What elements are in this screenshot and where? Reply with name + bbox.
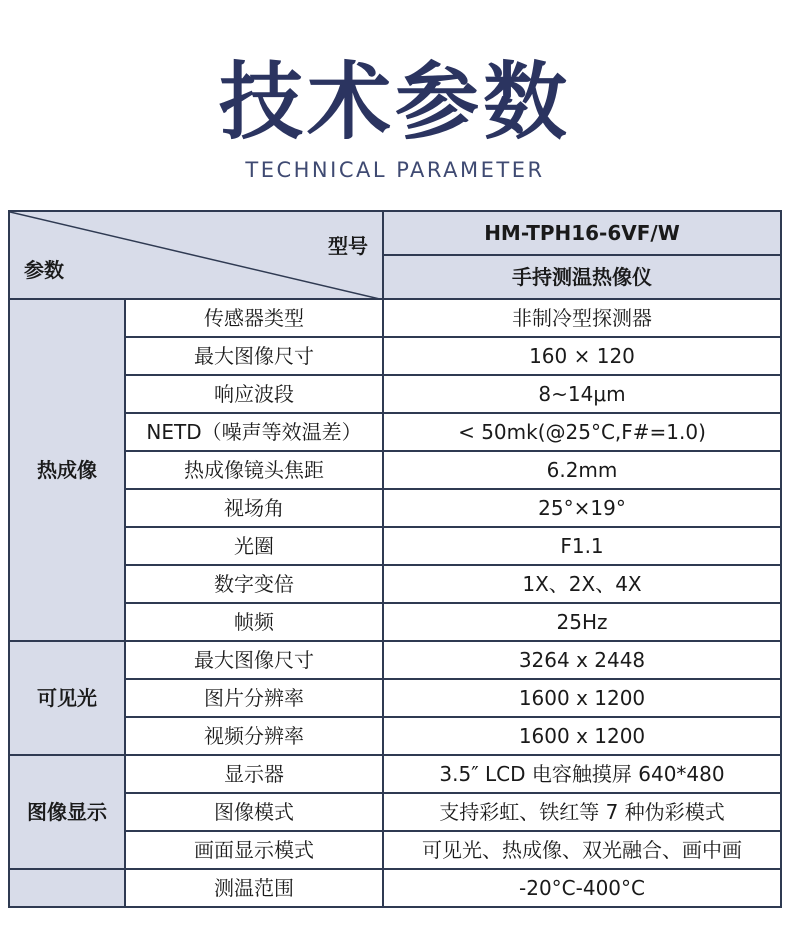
param-cell: 画面显示模式 [125,831,383,869]
table-row [9,717,781,755]
value-cell: 1600 x 1200 [383,679,781,717]
table-row [9,755,781,793]
value-cell: 1X、2X、4X [383,565,781,603]
param-heading: 参数 [24,258,64,282]
model-heading: 型号 [328,234,368,258]
value-cell: -20°C-400°C [383,869,781,907]
param-cell: 光圈 [125,527,383,565]
table-row [9,375,781,413]
table-row [9,451,781,489]
value-cell: < 50mk(@25°C,F#=1.0) [383,413,781,451]
param-cell: 最大图像尺寸 [125,337,383,375]
table-header-row [9,211,781,255]
param-cell: 数字变倍 [125,565,383,603]
category-cell [9,869,125,907]
table-row [9,793,781,831]
value-cell: 可见光、热成像、双光融合、画中画 [383,831,781,869]
value-cell: 支持彩虹、铁红等 7 种伪彩模式 [383,793,781,831]
value-cell: 3264 x 2448 [383,641,781,679]
param-cell: 视频分辨率 [125,717,383,755]
product-name-cell: 手持测温热像仪 [383,255,781,299]
param-cell: 热成像镜头焦距 [125,451,383,489]
value-cell: 1600 x 1200 [383,717,781,755]
value-cell: 6.2mm [383,451,781,489]
param-cell: 图片分辨率 [125,679,383,717]
table-row [9,299,781,337]
table-row [9,831,781,869]
param-cell: 响应波段 [125,375,383,413]
param-cell: 帧频 [125,603,383,641]
table-row [9,679,781,717]
value-cell: 3.5″ LCD 电容触摸屏 640*480 [383,755,781,793]
param-cell: 传感器类型 [125,299,383,337]
table-row [9,869,781,907]
corner-cell [9,211,383,299]
value-cell: 25°×19° [383,489,781,527]
table-row [9,489,781,527]
value-cell: 25Hz [383,603,781,641]
table-row [9,527,781,565]
table-row [9,565,781,603]
category-cell: 可见光 [9,641,125,755]
model-cell: HM-TPH16-6VF/W [383,211,781,255]
param-cell: 显示器 [125,755,383,793]
page-title: 技术参数 [218,53,571,151]
value-cell: 非制冷型探测器 [383,299,781,337]
param-cell: NETD（噪声等效温差） [125,413,383,451]
table-row [9,603,781,641]
value-cell: 8~14μm [383,375,781,413]
value-cell: 160 × 120 [383,337,781,375]
page-subtitle: TECHNICAL PARAMETER [245,158,545,182]
spec-table [8,210,782,908]
category-cell: 热成像 [9,299,125,641]
table-row [9,413,781,451]
param-cell: 图像模式 [125,793,383,831]
category-cell: 图像显示 [9,755,125,869]
table-row [9,641,781,679]
param-cell: 视场角 [125,489,383,527]
param-cell: 最大图像尺寸 [125,641,383,679]
table-row [9,337,781,375]
value-cell: F1.1 [383,527,781,565]
param-cell: 测温范围 [125,869,383,907]
